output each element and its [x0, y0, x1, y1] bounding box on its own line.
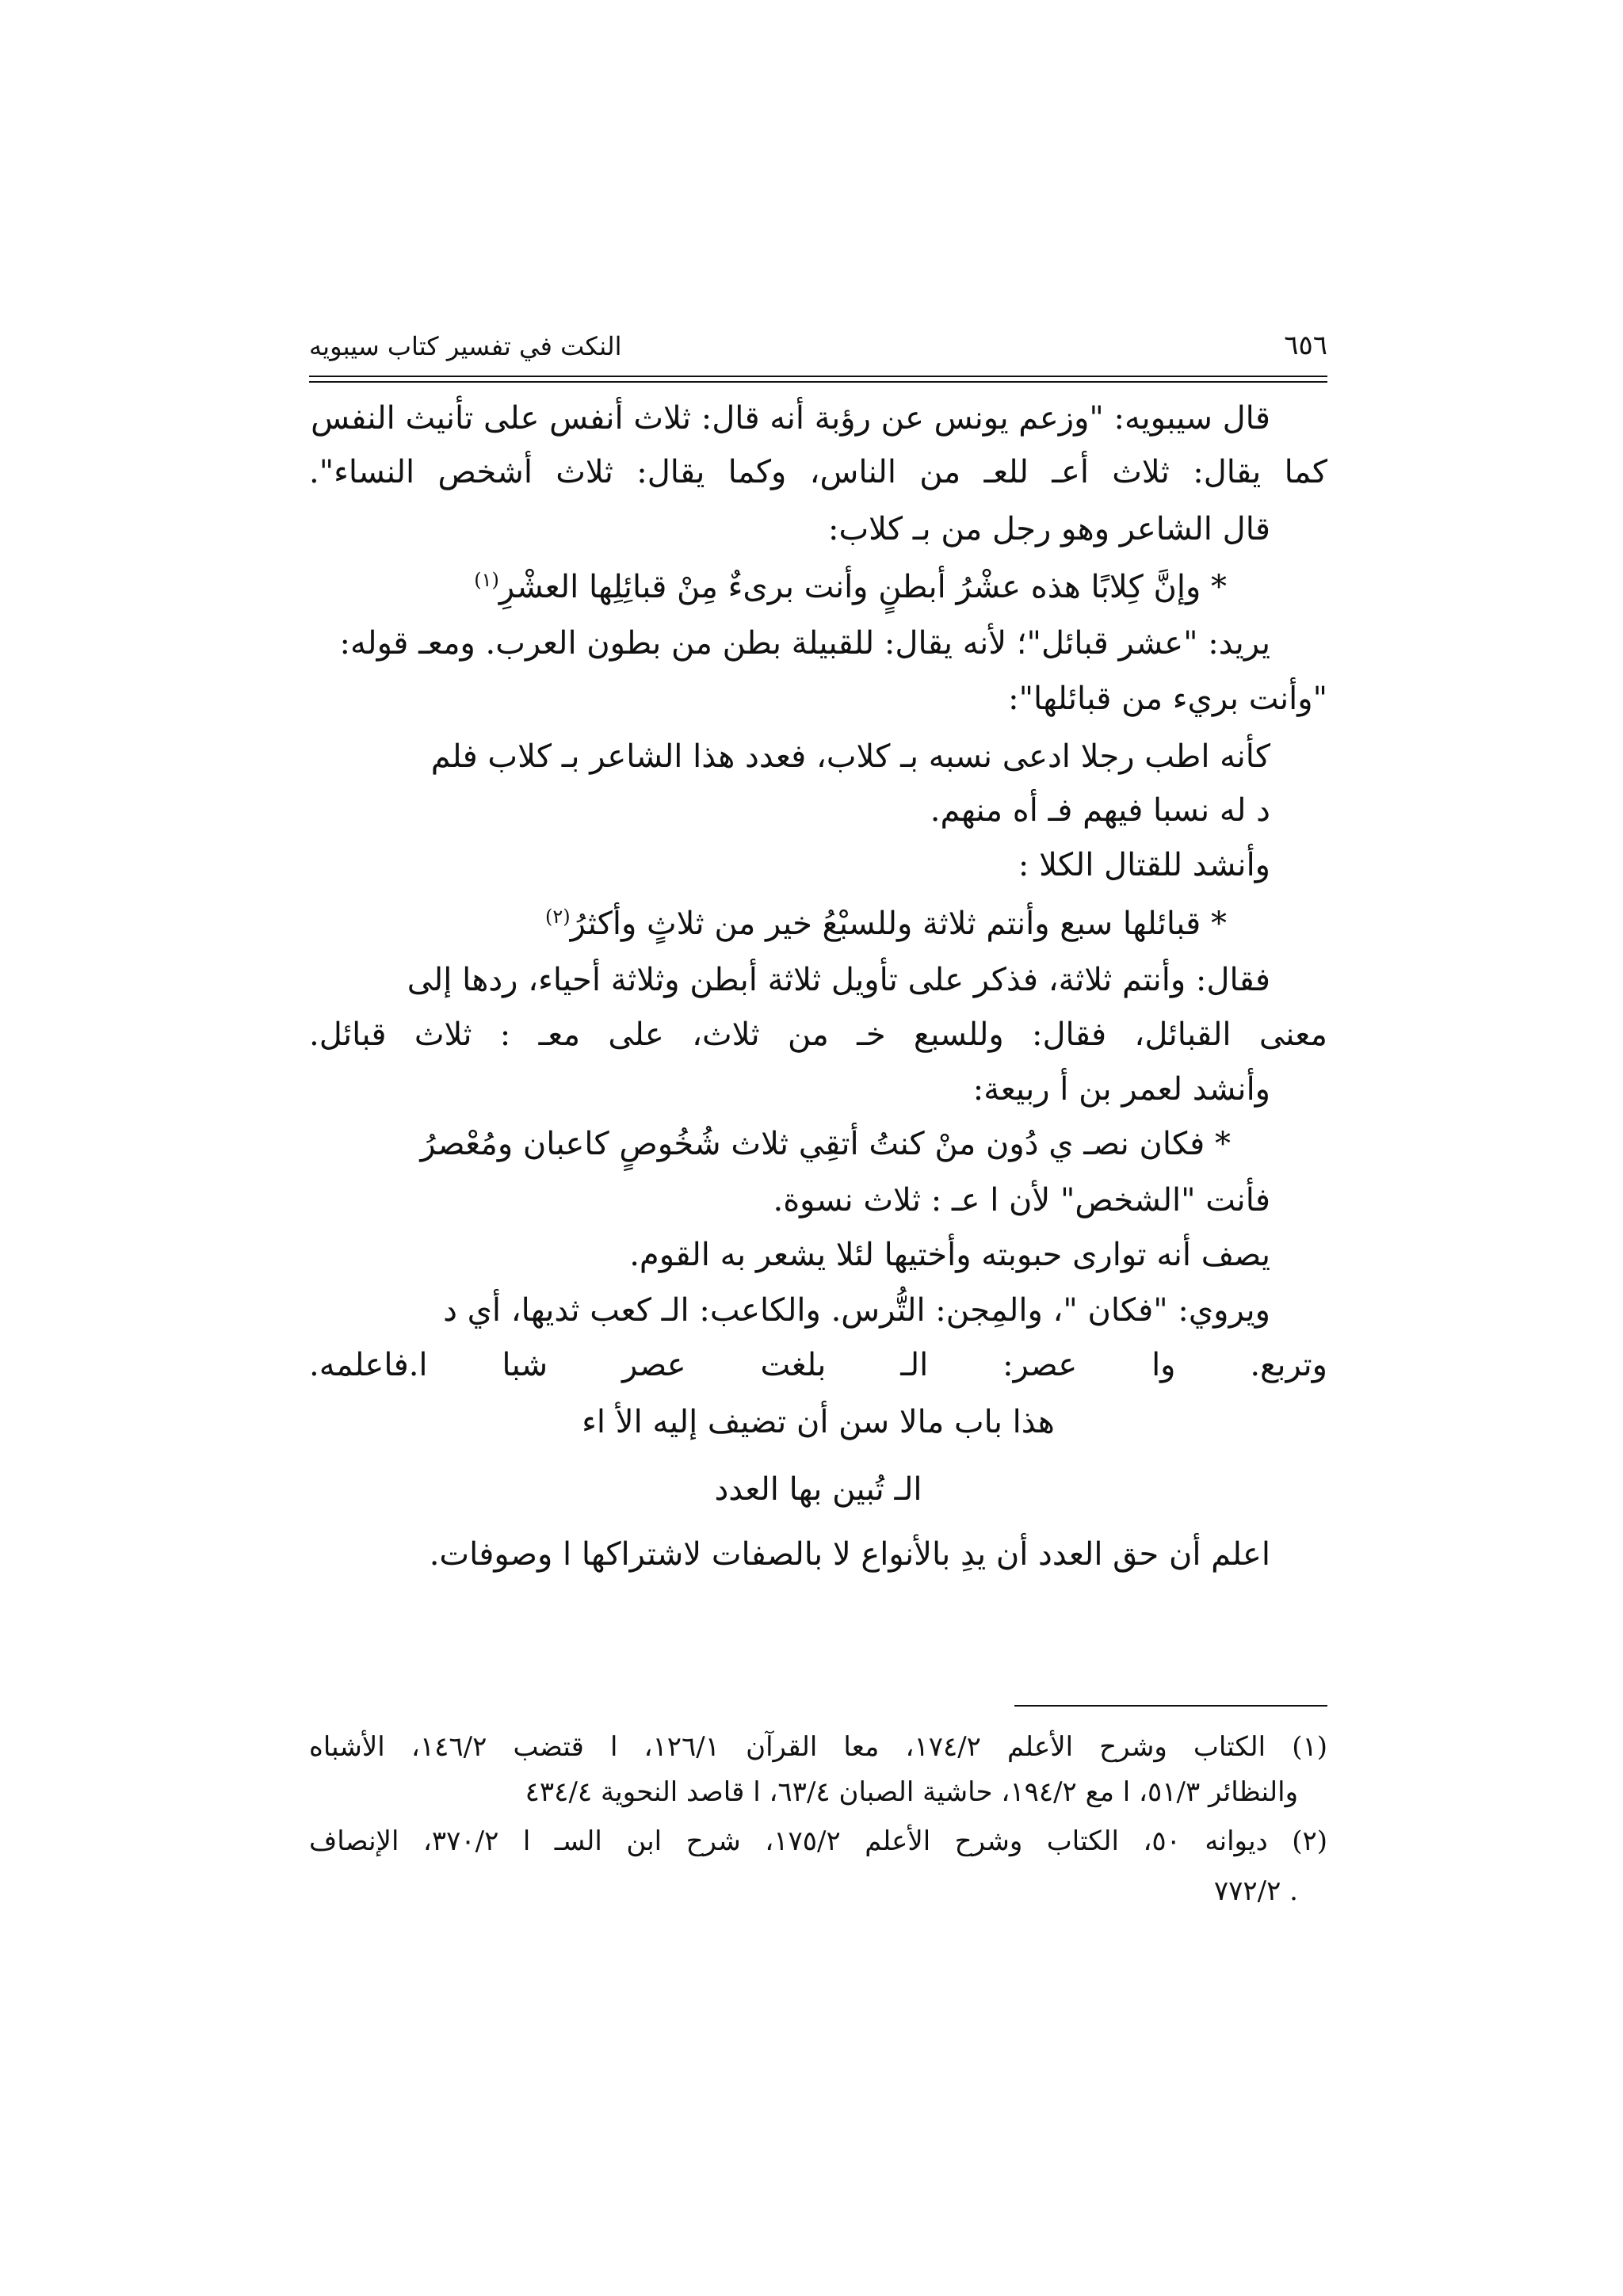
footnote-ref: (٢): [545, 906, 571, 928]
text-line: اعلم أن حق العدد أن يدِ بالأنواع لا بالصفات لاشتراكها ا وصوفات.: [429, 1536, 1270, 1573]
footnote-line: (٢) ديوانه ٥٠، الكتاب وشرح الأعلم ١٧٥/٢، شرح ابن السـ ا ٣٧٠/٢، الإنصاف: [309, 1825, 1327, 1857]
chapter-heading: هذا باب مالا سن أن تضيف إليه الأ اء: [582, 1404, 1055, 1440]
text-line: د له نسبا فيهم فـ أه منهم.: [930, 792, 1270, 829]
verse-text: * وإنَّ كِلابًا هذه عشْرُ أبطنٍ وأنت برىءٌ مِنْ قبائِلِها العشْرِ: [498, 569, 1227, 605]
header-rule-top: [309, 376, 1327, 377]
page-number: ٦٥٦: [1284, 330, 1327, 361]
chapter-subheading: الـ تُبين بها العدد: [714, 1471, 922, 1508]
running-header: [309, 331, 1327, 371]
verse-text: * قبائلها سبع وأنتم ثلاثة وللسبْعُ خير من ثلاثٍ وأكثرُ: [570, 906, 1227, 942]
verse-line: * فكان نصـ ي دُون منْ كنتُ أتقِي ثلاث شُخُوصٍ كاعبان ومُعْصرُ: [420, 1126, 1231, 1162]
verse-line: [474, 570, 1227, 603]
book-title: النكت في تفسير كتاب سيبويه: [309, 331, 622, 361]
header-rule-bottom: [309, 381, 1327, 383]
text-line: ويروي: "فكان "، والمِجن: التُّرس. والكاعب: الـ كعب ثديها، أي د: [443, 1292, 1270, 1329]
footnote-line: (١) الكتاب وشرح الأعلم ١٧٤/٢، معا القرآن ١٢٦/١، ا قتضب ١٤٦/٢، الأشباه: [309, 1731, 1327, 1763]
text-line: فأنت "الشخص" لأن ا عـ : ثلاث نسوة.: [773, 1182, 1270, 1219]
text-line: كأنه اطب رجلا ادعى نسبه بـ كلاب، فعدد هذا الشاعر بـ كلاب فلم: [430, 738, 1270, 775]
text-line: قال سيبويه: "وزعم يونس عن رؤبة أنه قال: ثلاث أنفس على تأنيث النفس: [311, 400, 1270, 437]
text-line: وأنشد للقتال الكلا :: [1018, 847, 1270, 883]
text-line: "وأنت بريء من قبائلها":: [1008, 681, 1327, 717]
text-line: قال الشاعر وهو رجل من بـ كلاب:: [828, 511, 1270, 547]
text-line: يريد: "عشر قبائل"؛ لأنه يقال: للقبيلة بطن من بطون العرب. ومعـ قوله:: [339, 625, 1270, 662]
text-line: معنى القبائل، فقال: وللسبع خـ من ثلاث، على معـ : ثلاث قبائل.: [309, 1016, 1327, 1053]
footnote-ref: (١): [474, 569, 499, 591]
text-line: وتربع. وا عصر: الـ بلغت عصر شبا ا.فاعلمه.: [309, 1347, 1327, 1383]
text-line: فقال: وأنتم ثلاثة، فذكر على تأويل ثلاثة أبطن وثلاثة أحياء، ردها إلى: [407, 962, 1270, 998]
verse-line: [545, 907, 1227, 940]
footnote-line: . ٧٧٢/٢: [1213, 1875, 1298, 1907]
text-line: كما يقال: ثلاث أعـ للعـ من الناس، وكما يقال: ثلاث أشخص النساء".: [309, 454, 1327, 490]
text-line: يصف أنه توارى حبوبته وأختيها لئلا يشعر به القوم.: [629, 1237, 1270, 1273]
text-line: وأنشد لعمر بن أ ربيعة:: [972, 1071, 1270, 1108]
footnote-rule: [1014, 1705, 1327, 1707]
footnote-line: والنظائر ٥١/٣، ا مع ١٩٤/٢، حاشية الصبان ٦٣/٤، ا قاصد النحوية ٤٣٤/٤: [525, 1776, 1298, 1808]
